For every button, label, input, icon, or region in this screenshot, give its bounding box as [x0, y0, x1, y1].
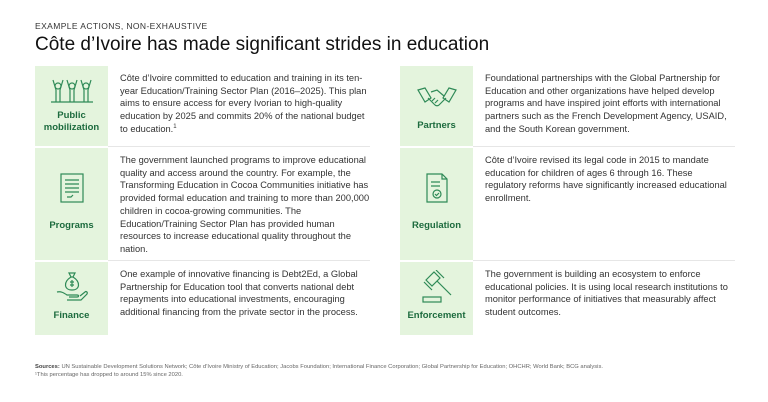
card-enforcement [400, 262, 735, 335]
card-text [108, 66, 370, 146]
sources-line [35, 363, 603, 371]
row-divider [473, 260, 735, 261]
card-text [473, 262, 735, 335]
row-divider [473, 146, 735, 147]
sources-text: UN Sustainable Development Solutions Network; Côte d’Ivoire Ministry of Education; Jacobs Foundation; International Finance Corporation; Global Partnership for Education; OHCHR; World Bank; BCG analysis. [61, 364, 603, 370]
page-title: Côte d’Ivoire has made significant strides in education [35, 34, 490, 55]
row-divider [108, 146, 370, 147]
footnote-mark: 1 [173, 123, 177, 130]
card-label: Finance [53, 310, 90, 321]
card-text [473, 148, 735, 260]
row-divider [108, 260, 370, 261]
certificate-icon [423, 172, 451, 204]
card-label: Partners [417, 120, 456, 131]
eyebrow: EXAMPLE ACTIONS, NON-EXHAUSTIVE [35, 21, 208, 31]
card-label: Public mobilization [43, 110, 100, 133]
card-text-body: Foundational partnerships with the Global Partnership for Education and other organizations have helped develop programs and have inspired joint efforts with international partners such as the French Development Agency, USAID, and the South Korean government. [485, 73, 727, 134]
actions-grid [35, 66, 735, 335]
card-text-body: Côte d’Ivoire revised its legal code in 2015 to mandate education for children of ages 6 through 16. These regulatory reforms have significantly increased educational enrollment. [485, 155, 727, 204]
card-public-mobilization [35, 66, 370, 146]
card-text-body: The government launched programs to improve educational quality and access around the country. For example, the Transforming Education in Cocoa Communities initiative has provided formal education and training to more than 200,000 children in cocoa-growing communities. The Education/Training Sector Plan has provided human resources to increase educational quality throughout the nation. [120, 155, 370, 254]
card-text [108, 148, 370, 260]
handshake-icon [417, 84, 457, 110]
card-icon-panel [400, 148, 473, 260]
card-icon-panel [400, 262, 473, 335]
card-label: Enforcement [407, 310, 466, 321]
card-icon-panel [35, 148, 108, 260]
footnote: ¹This percentage has dropped to around 15% since 2020. [35, 372, 183, 378]
card-partners [400, 66, 735, 146]
card-text-body: The government is building an ecosystem to enforce educational policies. It is using local research institutions to monitor performance of initiatives that measurably affect student outcomes. [485, 269, 728, 318]
document-icon [58, 172, 86, 204]
card-finance [35, 262, 370, 335]
gavel-icon [420, 270, 454, 304]
card-label: Programs [49, 220, 94, 231]
card-icon-panel [35, 262, 108, 335]
card-text [473, 66, 735, 146]
card-icon-panel [400, 66, 473, 146]
card-regulation [400, 148, 735, 260]
footer [35, 363, 603, 379]
sources-label: Sources: [35, 364, 60, 370]
card-label: Regulation [411, 220, 462, 231]
card-icon-panel [35, 66, 108, 146]
card-text [108, 262, 370, 335]
card-text-body: One example of innovative financing is Debt2Ed, a Global Partnership for Education tool that converts national debt repayments into educational investments, encouraging additional financing from the private sector in the process. [120, 269, 358, 318]
money-bag-hand-icon [55, 270, 89, 304]
card-programs [35, 148, 370, 260]
card-text-body: Côte d’Ivoire committed to education and training in its ten-year Education/Training Sector Plan (2016–2025). This plan aims to ensure access for every Ivorian to high-quality education by 2025 and commits 20% of the national budget to education. [120, 73, 367, 134]
people-hands-raised-icon [50, 76, 94, 104]
